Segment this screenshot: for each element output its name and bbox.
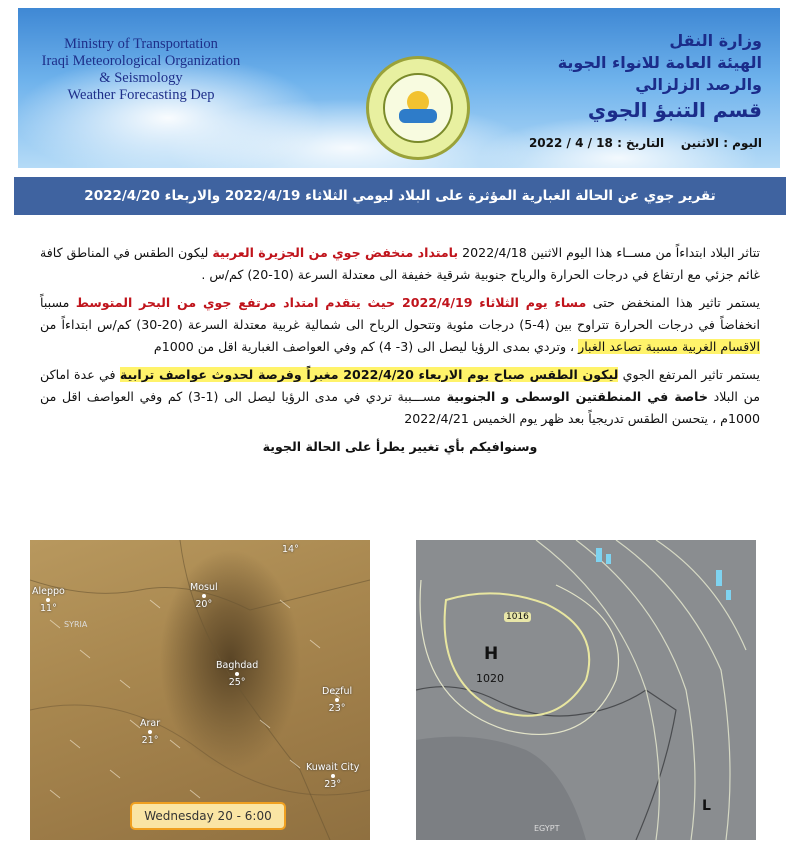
p2-highlight-yellow: الاقسام الغربية مسببة تصاعد الغبار bbox=[578, 339, 760, 354]
en-line-ministry: Ministry of Transportation bbox=[64, 36, 218, 52]
city-dot bbox=[46, 598, 50, 602]
city-mosul bbox=[190, 582, 218, 610]
region-egypt: EGYPT bbox=[534, 824, 560, 833]
day-value: الاثنين bbox=[680, 136, 719, 150]
p1-text: تتاثر البلاد ابتداءاً من مســاء هذا اليوم الاثنين 2022/4/18 bbox=[458, 245, 760, 260]
pressure-chart-map bbox=[416, 540, 756, 840]
closing-line: وسنوافيكم بأي تغيير يطرأ على الحالة الجوية bbox=[262, 439, 538, 454]
report-body bbox=[40, 242, 760, 464]
city-baghdad bbox=[216, 660, 258, 688]
city-name: Mosul bbox=[190, 582, 218, 593]
report-date bbox=[529, 136, 762, 150]
low-pressure-label: L bbox=[702, 798, 711, 814]
organization-logo bbox=[366, 56, 470, 160]
report-title: تقرير جوي عن الحالة الغبارية المؤثرة على البلاد ليومي الثلاثاء 2022/4/19 والاربعاء 2022/4/20 bbox=[14, 177, 786, 215]
day-label: اليوم : bbox=[723, 136, 762, 150]
p3-text: يستمر تاثير المرتفع الجوي bbox=[618, 367, 760, 382]
city-dot bbox=[202, 594, 206, 598]
city-temp: 23° bbox=[324, 779, 342, 790]
city-aleppo bbox=[32, 586, 65, 614]
p3-text-end: مســـببة تردي في مدى الرؤيا ليصل الى (1-3) كم وفي العواصف اقل من 1000م ، يتحسن الطقس تدريجياً بعد ظهر يوم الخميس 2022/4/21 bbox=[40, 389, 760, 426]
paragraph-3 bbox=[40, 364, 760, 430]
region-label: SYRIA bbox=[64, 620, 88, 629]
letterhead-banner bbox=[18, 8, 780, 168]
en-line-organization: Iraqi Meteorological Organization bbox=[41, 53, 241, 69]
city-dot bbox=[235, 672, 239, 676]
high-pressure-label: H bbox=[484, 644, 499, 664]
p1-text-end: ليكون الطقس في المناطق كافة غائم جزئي مع ارتفاع في درجات الحرارة والرياح جنوبية شرقية خفيفة الى معتدلة السرعة (10-20) كم/س . bbox=[40, 245, 760, 282]
city-temp: 20° bbox=[195, 599, 213, 610]
p3-highlight-bold: خاصة في المنطقتين الوسطى و الجنوبية bbox=[446, 389, 708, 404]
ar-line-seismology: والرصد الزلزالي bbox=[635, 75, 762, 94]
forecast-timestamp: Wednesday 20 - 6:00 bbox=[130, 802, 286, 830]
map-temp-north: 14° bbox=[282, 544, 299, 555]
high-pressure-value: 1020 bbox=[476, 672, 504, 685]
date-label: التاريخ : bbox=[617, 136, 665, 150]
isobar-label-1016: 1016 bbox=[506, 612, 529, 622]
p2-text-end: ، وتردي بمدى الرؤيا ليصل الى (3- 4) كم وفي العواصف الغبارية اقل من 1000م bbox=[153, 339, 579, 354]
city-name: Arar bbox=[140, 718, 161, 729]
p2-text: يستمر تاثير هذا المنخفض حتى bbox=[586, 295, 761, 310]
city-temp: 23° bbox=[328, 703, 346, 714]
en-line-department: Weather Forecasting Dep bbox=[67, 87, 215, 103]
city-dot bbox=[148, 730, 152, 734]
p3-highlight-yellow: ليكون الطقس صباح يوم الاربعاء 2022/4/20 مغبراً وفرصة لحدوث عواصف ترابية bbox=[119, 367, 619, 382]
p2-text-mid: مسبباً انخفاضاً في درجات الحرارة تتراوح بين (4-5) درجات مئوية وتتحول الرياح الى شمالية غربية معتدلة السرعة (20-30) كم/س ابتداءاً من bbox=[40, 295, 760, 332]
city-name: Baghdad bbox=[216, 660, 259, 671]
arabic-letterhead bbox=[558, 30, 762, 124]
city-name: Dezful bbox=[322, 686, 353, 697]
city-temp: 25° bbox=[228, 677, 246, 688]
date-value: 2022 / 4 / 18 bbox=[528, 136, 613, 150]
dust-forecast-map bbox=[30, 540, 370, 840]
city-arar bbox=[140, 718, 160, 746]
paragraph-2 bbox=[40, 292, 760, 358]
isobar-overlay bbox=[416, 540, 756, 840]
city-name: Aleppo bbox=[32, 586, 65, 597]
city-dot bbox=[335, 698, 339, 702]
p3-text-mid: في عدة اماكن من البلاد bbox=[40, 367, 760, 404]
city-dot bbox=[331, 774, 335, 778]
logo-inner-seal bbox=[383, 73, 453, 143]
ar-line-ministry: وزارة النقل bbox=[669, 31, 762, 50]
english-letterhead bbox=[36, 36, 246, 104]
city-kuwait bbox=[306, 762, 359, 790]
sea-icon bbox=[399, 109, 437, 123]
city-name: Kuwait City bbox=[306, 762, 360, 773]
paragraph-1 bbox=[40, 242, 760, 286]
city-temp: 21° bbox=[141, 735, 159, 746]
p2-highlight-red: مساء يوم الثلاثاء 2022/4/19 حيث يتقدم امتداد مرتفع جوي من البحر المتوسط bbox=[75, 295, 587, 310]
city-dezful bbox=[322, 686, 352, 714]
p1-highlight: بامتداد منخفض جوي من الجزيرة العربية bbox=[212, 245, 459, 260]
ar-line-organization: الهيئة العامة للانواء الجوية bbox=[557, 53, 762, 72]
en-line-seismology: & Seismology bbox=[99, 70, 183, 86]
city-temp: 11° bbox=[40, 603, 57, 614]
ar-line-department: قسم التنبؤ الجوي bbox=[587, 98, 762, 122]
